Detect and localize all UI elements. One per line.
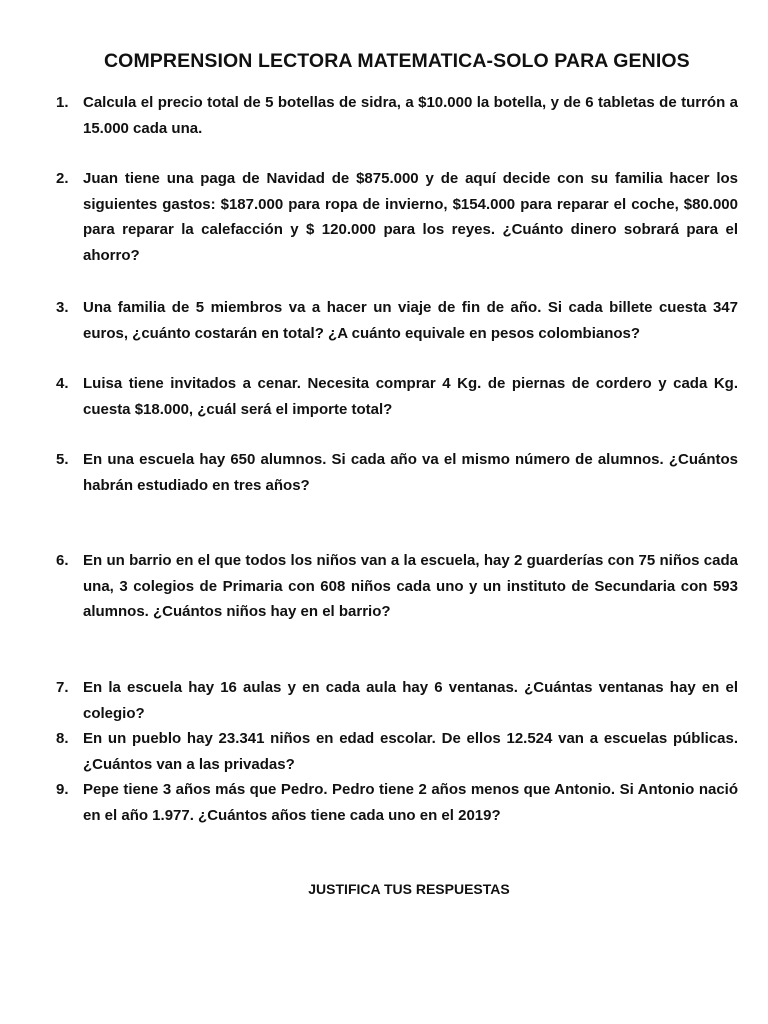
question-text: Una familia de 5 miembros va a hacer un viaje de fin de año. Si cada billete cuesta 347 euros, ¿cuánto costarán en total? ¿A cuánto equivale en pesos colombianos? [83, 299, 738, 342]
question-text: En la escuela hay 16 aulas y en cada aula hay 6 ventanas. ¿Cuántas ventanas hay en el colegio? [83, 679, 738, 722]
page-title: COMPRENSION LECTORA MATEMATICA-SOLO PARA GENIOS [104, 50, 690, 72]
question-item [56, 166, 738, 268]
question-item [56, 675, 738, 726]
question-text: En un pueblo hay 23.341 niños en edad escolar. De ellos 12.524 van a escuelas públicas. ¿Cuántos van a las privadas? [83, 730, 738, 773]
question-item [56, 726, 738, 777]
question-number: 1. [56, 94, 69, 111]
question-text: Pepe tiene 3 años más que Pedro. Pedro tiene 2 años menos que Antonio. Si Antonio nació en el año 1.977. ¿Cuántos años tiene cada uno en el 2019? [83, 781, 738, 824]
question-text: Calcula el precio total de 5 botellas de sidra, a $10.000 la botella, y de 6 tabletas de turrón a 15.000 cada una. [83, 94, 738, 137]
question-item [56, 295, 738, 346]
question-item [56, 90, 738, 141]
question-item [56, 548, 738, 625]
question-text: Juan tiene una paga de Navidad de $875.000 y de aquí decide con su familia hacer los siguientes gastos: $187.000 para ropa de invierno, $154.000 para reparar el coche, $80.000 para reparar la calefacción y $ 120.000 para los reyes. ¿Cuánto dinero sobrará para el ahorro? [83, 170, 738, 264]
question-item [56, 447, 738, 498]
question-number: 9. [56, 781, 69, 798]
question-number: 4. [56, 375, 69, 392]
question-number: 3. [56, 299, 69, 316]
question-number: 6. [56, 552, 69, 569]
question-number: 8. [56, 730, 69, 747]
footer-instruction: JUSTIFICA TUS RESPUESTAS [308, 881, 510, 897]
question-number: 2. [56, 170, 69, 187]
question-item [56, 371, 738, 422]
question-number: 7. [56, 679, 69, 696]
question-text: Luisa tiene invitados a cenar. Necesita comprar 4 Kg. de piernas de cordero y cada Kg. cuesta $18.000, ¿cuál será el importe total? [83, 375, 738, 418]
question-number: 5. [56, 451, 69, 468]
question-text: En una escuela hay 650 alumnos. Si cada año va el mismo número de alumnos. ¿Cuántos habrán estudiado en tres años? [83, 451, 738, 494]
question-item [56, 777, 738, 828]
question-text: En un barrio en el que todos los niños van a la escuela, hay 2 guarderías con 75 niños cada una, 3 colegios de Primaria con 608 niños cada uno y un instituto de Secundaria con 593 alumnos. ¿Cuántos niños hay en el barrio? [83, 552, 738, 620]
